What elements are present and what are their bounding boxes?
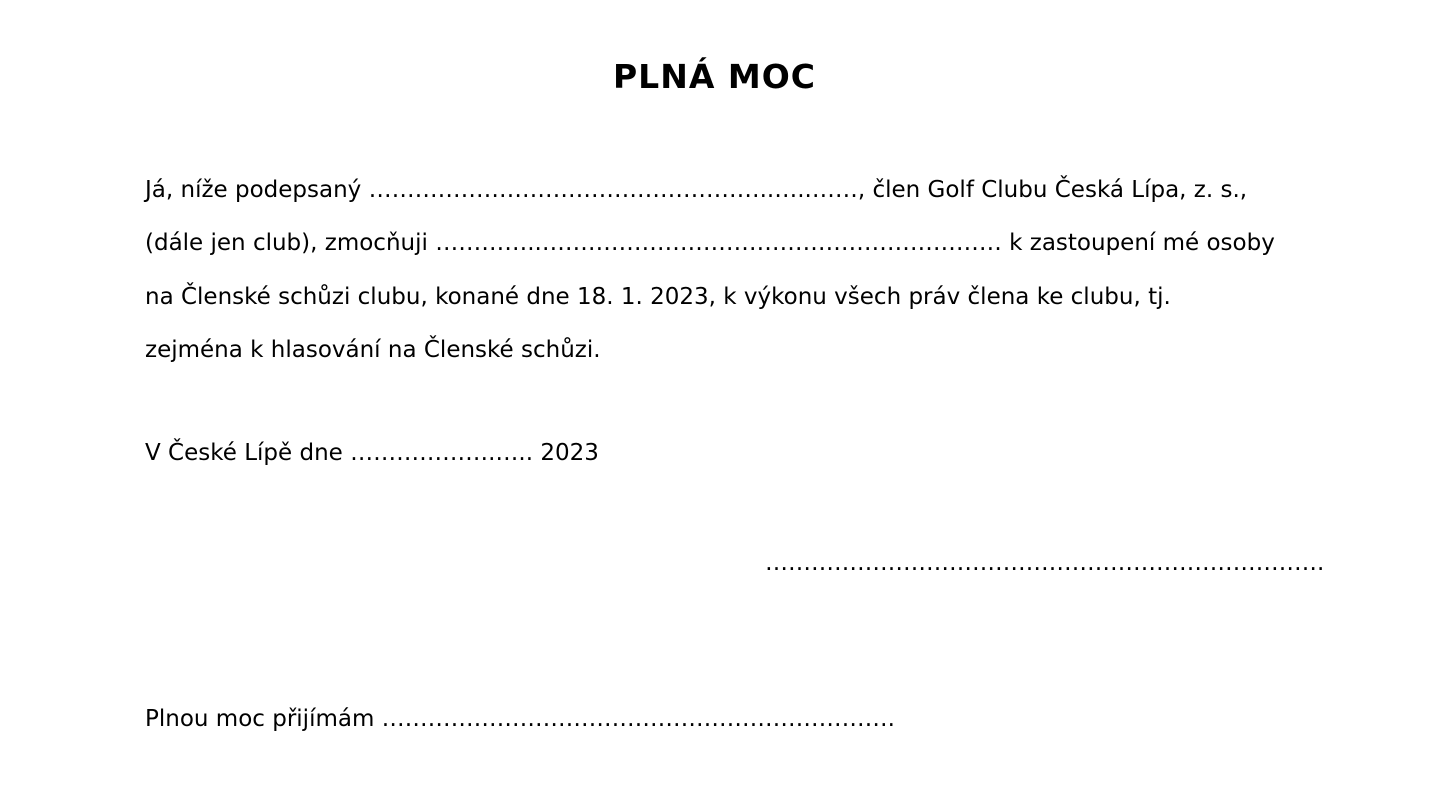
place-date-line: V České Lípě dne ……………….….. 2023 — [145, 440, 599, 466]
acceptance-line: Plnou moc přijímám …………………………………………………………. — [145, 706, 895, 732]
paragraph-line-4: zejména k hlasování na Členské schůzi. — [145, 337, 601, 363]
paragraph-line-2: (dále jen club), zmocňuji …………..…………………………………………………… k zastoupení mé osoby — [145, 230, 1275, 256]
signature-line: ………………………………………………………………. — [765, 550, 1325, 576]
document-title: PLNÁ MOC — [613, 57, 816, 96]
paragraph-line-3: na Členské schůzi clubu, konané dne 18. 1. 2023, k výkonu všech práv člena ke clubu, tj. — [145, 284, 1171, 310]
paragraph-line-1: Já, níže podepsaný ……………………………………………..…..……, člen Golf Clubu Česká Lípa, z. s., — [145, 177, 1248, 203]
